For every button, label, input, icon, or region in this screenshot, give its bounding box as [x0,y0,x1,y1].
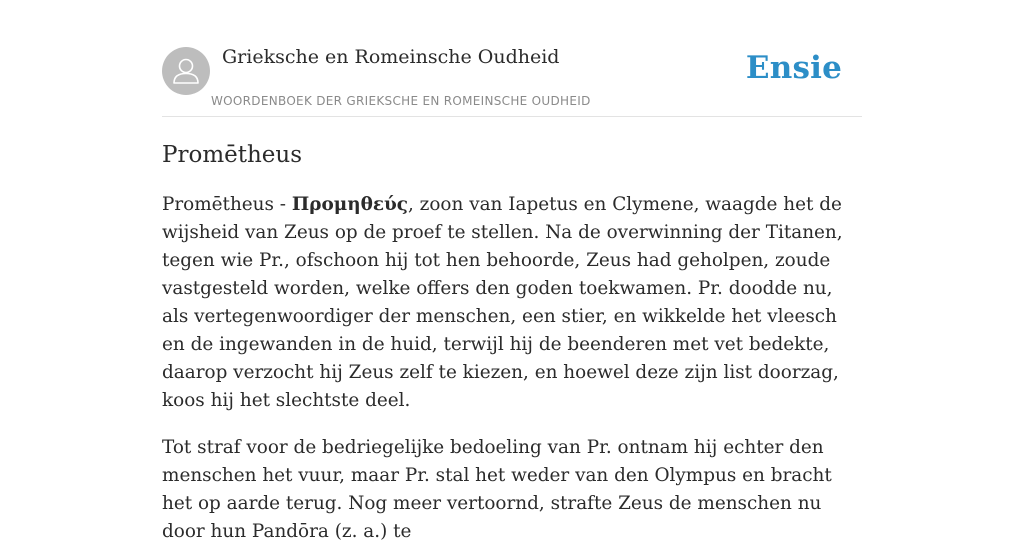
greek-term: Προμηθεύς [291,194,408,215]
dictionary-subtitle: WOORDENBOEK DER GRIEKSCHE EN ROMEINSCHE OUDHEID [211,94,591,108]
entry-paragraph-1 [162,191,862,415]
page-container [162,0,862,546]
user-silhouette-icon [162,47,210,95]
brand-logo[interactable]: Ensie [745,50,842,86]
dictionary-title[interactable]: Grieksche en Romeinsche Oudheid [222,46,560,68]
dictionary-header [162,0,862,117]
entry-term: Promētheus - [162,194,292,215]
entry-paragraph-2 [162,434,862,546]
entry-title: Promētheus [162,142,303,168]
avatar[interactable] [162,47,210,95]
paragraph-text: , zoon van Iapetus en Clymene, waagde het de wijsheid van Zeus op de proef te stellen. Na de overwinning der Titanen, tegen wie Pr., ofschoon hij tot hen behoorde, Zeus had geholpen, zoude vastgesteld worden, welke offers den goden toekwamen. Pr. doodde nu, als vertegenwoordiger der menschen, een stier, en wikkelde het vleesch en de ingewanden in de huid, terwijl hij de beenderen met vet bedekte, daarop verzocht hij Zeus zelf te kiezen, en hoewel deze zijn list doorzag, koos hij het slechtste deel. [162,194,843,411]
paragraph-text: Tot straf voor de bedriegelijke bedoeling van Pr. ontnam hij echter den menschen het vuur, maar Pr. stal het weder van den Olympus en bracht het op aarde terug. Nog meer vertoornd, strafte Zeus de menschen nu door hun Pandōra (z. a.) te [162,437,832,542]
